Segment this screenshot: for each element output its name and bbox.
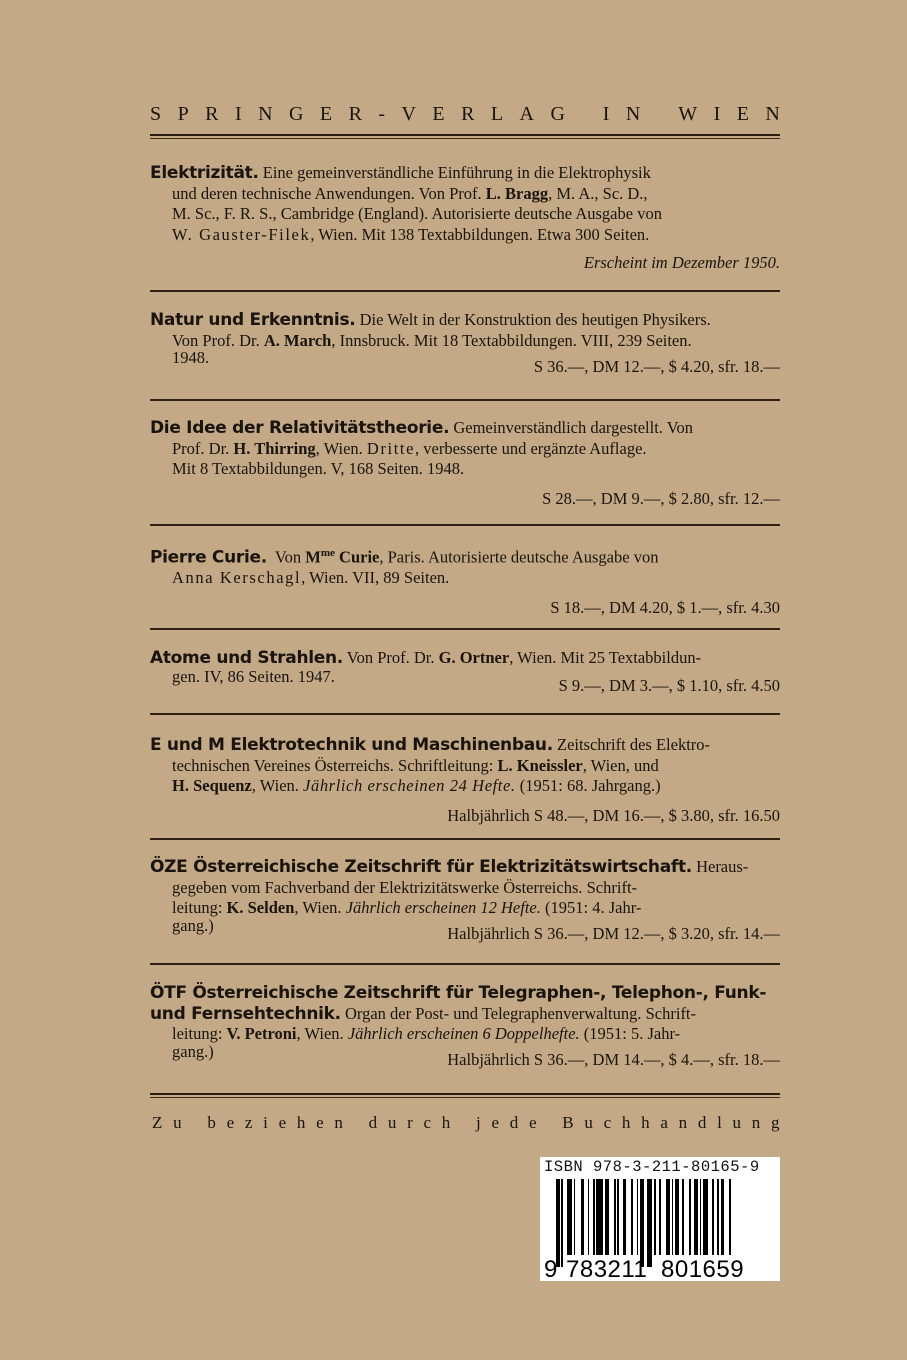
entry-text: 1948. <box>172 348 210 367</box>
footer-letter: u <box>732 1113 742 1132</box>
entry-title: ÖZE Österreichische Zeitschrift für Elektrizitätswirtschaft. <box>150 857 692 877</box>
footer-letter: c <box>423 1113 432 1132</box>
entry-text: und deren technische Anwendungen. Von Prof. <box>172 183 486 203</box>
barcode-bar <box>700 1179 702 1255</box>
footer-letter: e <box>528 1113 537 1132</box>
entry-price: S 28.—, DM 9.—, $ 2.80, sfr. 12.— <box>542 488 780 508</box>
barcode-bar <box>689 1179 691 1255</box>
entry-text: Zeitschrift des Elektro- <box>556 735 711 754</box>
footer-letter: z <box>244 1113 253 1132</box>
header-letter: I <box>234 103 242 125</box>
barcode-bar <box>617 1179 619 1255</box>
footer-letter: h <box>641 1113 650 1132</box>
header-letter: R <box>348 103 362 125</box>
entry-text: , Wien. VII, 89 Seiten. <box>301 568 450 587</box>
author-name: M <box>305 547 321 567</box>
footer-space <box>461 1113 465 1133</box>
entry-text: gang.) <box>172 1041 214 1061</box>
separator-rule <box>150 524 780 526</box>
barcode-bar <box>666 1179 670 1255</box>
barcode-bar <box>596 1179 603 1255</box>
author-name-superscript: me <box>320 547 335 559</box>
header-letter: G <box>288 103 304 125</box>
footer-letter: j <box>476 1113 481 1132</box>
separator-rule <box>150 399 780 401</box>
isbn-digits-group-2: 801659 <box>661 1256 745 1283</box>
edition-text: Dritte <box>366 438 416 458</box>
barcode-bar <box>659 1179 661 1255</box>
footer-letter: n <box>334 1113 343 1132</box>
editor-name: H. Sequenz <box>172 776 252 795</box>
entry-price: Halbjährlich S 36.—, DM 12.—, $ 3.20, sfr. 14.— <box>447 923 780 943</box>
header-letter: R <box>205 103 219 125</box>
header-letter: A <box>519 103 534 125</box>
barcode-bar <box>694 1179 698 1255</box>
header-letter: G <box>550 103 565 125</box>
isbn-barcode <box>540 1157 780 1281</box>
entry-text: leitung: <box>172 898 227 917</box>
entry-text: technischen Vereines Österreichs. Schriftleitung: <box>172 755 498 775</box>
entry-text: Von Prof. Dr. <box>172 330 264 350</box>
barcode-bar <box>712 1179 714 1255</box>
footer-letter: n <box>678 1113 688 1132</box>
author-name: H. Thirring <box>233 438 316 458</box>
footer-letter: h <box>441 1113 451 1132</box>
entry-text: Organ der Post- und Telegraphenverwaltung. Schrift- <box>344 1003 697 1023</box>
header-double-rule <box>150 134 780 139</box>
header-letter: I <box>713 103 721 125</box>
entry-text: , M. A., Sc. D., <box>548 183 648 203</box>
entry-title: Pierre Curie. <box>150 547 267 568</box>
footer-letter: h <box>621 1113 631 1132</box>
entry-text: (1951: 68. Jahrgang.) <box>515 776 661 795</box>
entry-title: Die Idee der Relativitätstheorie. <box>150 418 450 438</box>
footer-letter: r <box>407 1113 413 1132</box>
header-letter: R <box>461 103 475 125</box>
footer-letter: i <box>263 1113 268 1132</box>
footer-space <box>354 1113 358 1133</box>
barcode-bar <box>567 1179 572 1255</box>
footer-double-rule <box>150 1093 780 1098</box>
publisher-header <box>150 103 780 126</box>
barcode-bar <box>593 1179 595 1255</box>
footer-letter: Z <box>152 1113 163 1132</box>
entry-text: (1951: 4. Jahr- <box>540 898 642 917</box>
translator-name: W. Gauster-Filek <box>172 224 311 244</box>
barcode-bar <box>654 1179 656 1255</box>
isbn-label: ISBN 978-3-211-80165-9 <box>544 1158 760 1176</box>
entry-text: , Innsbruck. Mit 18 Textabbildungen. VIII, 239 Seiten. <box>331 330 692 350</box>
entry-text: , Wien. Mit 138 Textabbildungen. Etwa 300 Seiten. <box>310 224 650 244</box>
footer-letter: d <box>697 1113 707 1132</box>
footer-letter: e <box>226 1113 235 1132</box>
footer-letter: u <box>387 1113 397 1132</box>
entry-price: S 9.—, DM 3.—, $ 1.10, sfr. 4.50 <box>558 675 780 695</box>
entry-price: S 18.—, DM 4.20, $ 1.—, sfr. 4.30 <box>550 597 780 617</box>
entry-text: , Wien. <box>251 776 304 795</box>
barcode-bar <box>637 1179 639 1255</box>
author-name: Curie <box>334 547 380 567</box>
book-entry-atome-und-strahlen <box>150 648 780 695</box>
barcode-bar <box>605 1179 609 1255</box>
header-letter: I <box>602 103 610 125</box>
header-letter: V <box>401 103 416 125</box>
entry-title: Elektrizität. <box>150 163 259 183</box>
journal-entry-oeze <box>150 857 780 943</box>
entry-text: Gemeinverständlich dargestellt. Von <box>453 418 694 437</box>
frequency-text: Jährlich erscheinen 12 Hefte. <box>345 898 541 917</box>
entry-text: , Wien. <box>315 438 367 458</box>
footer-letter: h <box>296 1113 306 1132</box>
entry-text: M. Sc., F. R. S., Cambridge (England). Autorisierte deutsche Ausgabe von <box>172 204 662 223</box>
footer-space <box>192 1113 196 1133</box>
header-letter: W <box>678 103 698 125</box>
entry-text: gang.) <box>172 915 214 935</box>
footer-letter: g <box>771 1113 780 1132</box>
separator-rule <box>150 628 780 630</box>
entry-text: (1951: 5. Jahr- <box>579 1024 681 1043</box>
entry-title: ÖTF Österreichische Zeitschrift für Telegraphen-, Telephon-, Funk- <box>150 983 767 1003</box>
barcode-bar <box>574 1179 576 1255</box>
entry-text: gegeben vom Fachverband der Elektrizitätswerke Österreichs. Schrift- <box>172 877 638 897</box>
footer-letter: n <box>751 1113 761 1132</box>
entry-text: Von <box>274 547 306 567</box>
editor-name: V. Petroni <box>226 1024 297 1043</box>
book-entry-natur-und-erkenntnis <box>150 310 780 376</box>
isbn-digit-first: 9 <box>544 1256 558 1283</box>
header-letter <box>581 103 586 126</box>
entry-text: , Wien, und <box>582 755 659 775</box>
barcode-bar <box>675 1179 679 1255</box>
header-letter: N <box>765 103 780 125</box>
separator-rule <box>150 290 780 292</box>
entry-text: , verbesserte und ergänzte Auflage. <box>415 438 647 458</box>
footer-letter: e <box>316 1113 324 1132</box>
footer-space <box>547 1113 551 1133</box>
book-entry-pierre-curie <box>150 543 780 618</box>
journal-entry-oetf <box>150 983 780 1069</box>
barcode-bar <box>647 1179 652 1267</box>
entry-title: E und M Elektrotechnik und Maschinenbau. <box>150 735 553 755</box>
barcode-bar <box>588 1179 590 1255</box>
footer-letter: a <box>660 1113 668 1132</box>
editor-name: K. Selden <box>226 898 295 917</box>
barcode-bar <box>717 1179 719 1255</box>
journal-entry-e-und-m <box>150 735 780 826</box>
barcode-bar <box>672 1179 674 1255</box>
entry-text: Heraus- <box>696 857 749 876</box>
barcode-bars <box>556 1179 764 1267</box>
entry-text: , Wien. <box>294 898 346 917</box>
header-letter: E <box>319 103 333 125</box>
footer-letter: c <box>603 1113 612 1132</box>
entry-title: Natur und Erkenntnis. <box>150 310 356 330</box>
entry-text: gen. IV, 86 Seiten. 1947. <box>172 666 335 686</box>
barcode-bar <box>721 1179 725 1255</box>
author-name: G. Ortner <box>438 648 510 667</box>
entry-text: Eine gemeinverständliche Einführung in die Elektrophysik <box>262 163 651 182</box>
entry-price: Halbjährlich S 48.—, DM 16.—, $ 3.80, sfr. 16.50 <box>447 805 780 825</box>
header-letter: - <box>378 103 386 125</box>
footer-letter: d <box>368 1113 378 1132</box>
barcode-bar <box>581 1179 585 1255</box>
header-letter: P <box>177 103 189 125</box>
entry-title: Atome und Strahlen. <box>150 648 343 668</box>
header-letter: E <box>432 103 445 125</box>
entry-availability: Erscheint im Dezember 1950. <box>583 253 780 272</box>
barcode-bar <box>640 1179 644 1267</box>
separator-rule <box>150 713 780 715</box>
footer-tagline <box>152 1113 780 1133</box>
header-letter: S <box>150 103 162 125</box>
entry-title: und Fernsehtechnik. <box>150 1003 341 1024</box>
book-entry-elektrizitaet <box>150 163 780 274</box>
frequency-text: Jährlich erscheinen 24 Hefte. <box>303 776 516 795</box>
separator-rule <box>150 963 780 965</box>
footer-letter: e <box>491 1113 500 1132</box>
entry-text: , Wien. Mit 25 Textabbildun- <box>509 648 702 667</box>
entry-text: , Wien. <box>296 1024 348 1043</box>
footer-letter: e <box>278 1113 287 1132</box>
header-letter: E <box>736 103 749 125</box>
footer-letter: u <box>173 1113 182 1132</box>
footer-letter: u <box>584 1113 593 1132</box>
author-name: A. March <box>263 330 332 350</box>
entry-price: Halbjährlich S 36.—, DM 14.—, $ 4.—, sfr. 18.— <box>447 1049 780 1069</box>
header-letter: N <box>258 103 273 125</box>
entry-text: , Paris. Autorisierte deutsche Ausgabe von <box>379 547 659 567</box>
entry-text: Von Prof. Dr. <box>346 648 439 667</box>
header-letter <box>657 103 662 126</box>
barcode-bar <box>729 1179 731 1255</box>
footer-letter: l <box>717 1113 722 1132</box>
editor-name: L. Kneissler <box>497 755 583 775</box>
header-letter: L <box>490 103 504 125</box>
barcode-bar <box>561 1179 563 1267</box>
separator-rule <box>150 838 780 840</box>
author-name: L. Bragg <box>485 183 549 203</box>
header-letter: N <box>625 103 641 125</box>
footer-letter: d <box>509 1113 519 1132</box>
entry-text: Prof. Dr. <box>172 438 234 458</box>
entry-text: Mit 8 Textabbildungen. V, 168 Seiten. 1948. <box>172 459 465 478</box>
barcode-bar <box>556 1179 560 1267</box>
barcode-bar <box>614 1179 616 1255</box>
entry-text: Die Welt in der Konstruktion des heutigen Physikers. <box>359 310 711 329</box>
footer-letter: B <box>562 1113 574 1132</box>
footer-letter: b <box>207 1113 216 1132</box>
isbn-digits-group-1: 783211 <box>566 1256 648 1283</box>
frequency-text: Jährlich erscheinen 6 Doppelhefte. <box>347 1024 580 1043</box>
barcode-bar <box>623 1179 627 1255</box>
book-entry-relativitaetstheorie <box>150 418 780 509</box>
barcode-bar <box>703 1179 708 1255</box>
entry-price: S 36.—, DM 12.—, $ 4.20, sfr. 18.— <box>533 357 780 376</box>
entry-text: leitung: <box>172 1024 227 1043</box>
barcode-bar <box>682 1179 684 1255</box>
translator-name: Anna Kerschagl <box>172 568 302 587</box>
barcode-bar <box>631 1179 633 1255</box>
